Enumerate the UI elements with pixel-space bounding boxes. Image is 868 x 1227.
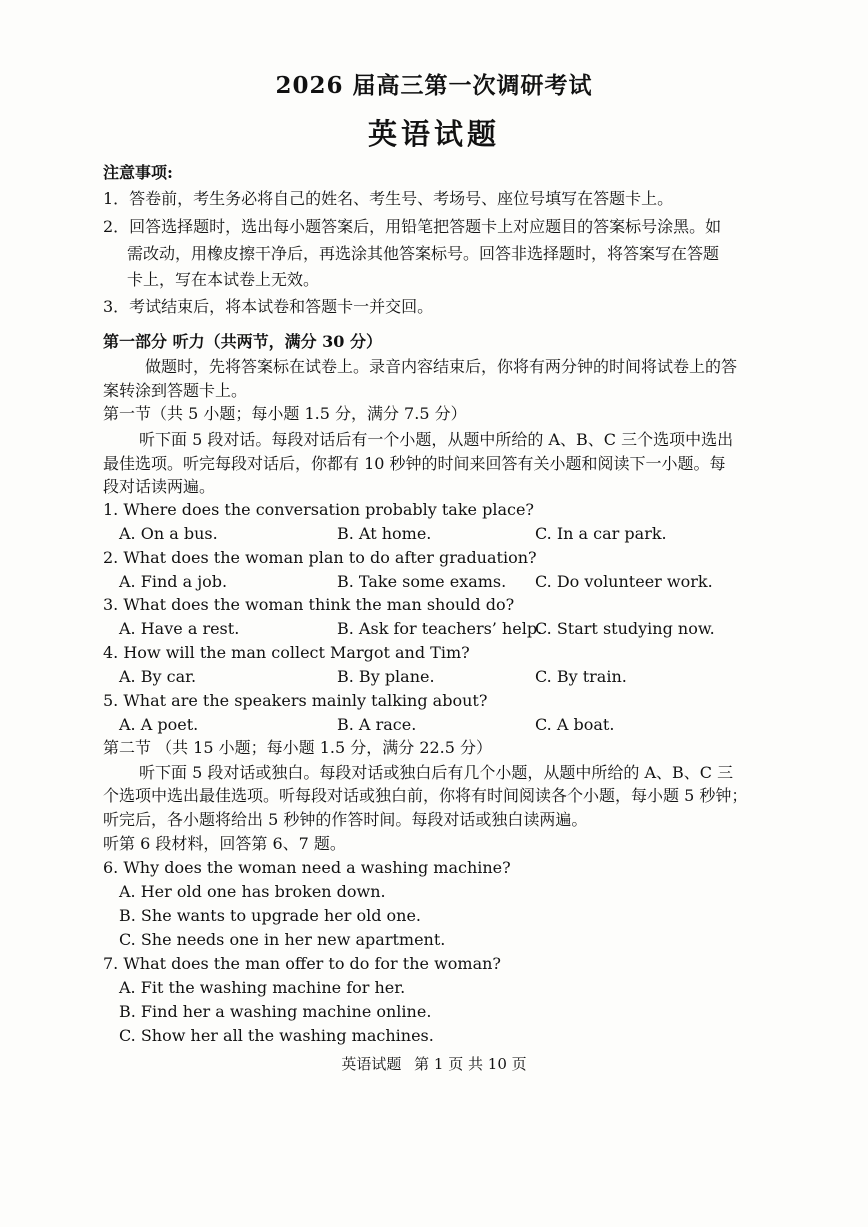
exam-subtitle: 英语试题 bbox=[367, 117, 500, 151]
section1-intro-line-1: 听下面 5 段对话。每段对话后有一个小题，从题中所给的 A、B、C 三个选项中选出 bbox=[139, 430, 734, 449]
footer-subject: 英语试题 bbox=[341, 1055, 402, 1073]
question-5-option-a: A. A poet. bbox=[119, 715, 199, 734]
question-3-option-b: B. Ask for teachers’ help. bbox=[337, 619, 543, 638]
part1-heading: 第一部分 听力（共两节，满分 30 分） bbox=[103, 332, 382, 351]
note-2-line-3: 卡上，写在本试卷上无效。 bbox=[127, 270, 320, 289]
question-3-stem: 3. What does the woman think the man should do? bbox=[103, 595, 515, 614]
question-3-option-c: C. Start studying now. bbox=[535, 619, 715, 638]
note-3: 3．考试结束后，将本试卷和答题卡一并交回。 bbox=[103, 297, 434, 316]
question-6-option-a: A. Her old one has broken down. bbox=[119, 882, 386, 901]
question-2-option-c: C. Do volunteer work. bbox=[535, 572, 713, 591]
section1-heading: 第一节（共 5 小题；每小题 1.5 分，满分 7.5 分） bbox=[103, 404, 467, 423]
page-footer bbox=[0, 1054, 868, 1074]
question-2-option-a: A. Find a job. bbox=[119, 572, 228, 591]
question-5-stem: 5. What are the speakers mainly talking about? bbox=[103, 691, 488, 710]
note-1: 1．答卷前，考生务必将自己的姓名、考生号、考场号、座位号填写在答题卡上。 bbox=[103, 189, 674, 208]
section2-heading: 第二节 （共 15 小题；每小题 1.5 分，满分 22.5 分） bbox=[103, 738, 493, 757]
question-1-option-c: C. In a car park. bbox=[535, 524, 667, 543]
question-4-option-b: B. By plane. bbox=[337, 667, 435, 686]
question-5-option-b: B. A race. bbox=[337, 715, 417, 734]
question-7-stem: 7. What does the man offer to do for the woman? bbox=[103, 954, 501, 973]
question-1-option-a: A. On a bus. bbox=[119, 524, 218, 543]
question-2-option-b: B. Take some exams. bbox=[337, 572, 507, 591]
section2-intro-line-3: 听完后，各小题将给出 5 秒钟的作答时间。每段对话或独白读两遍。 bbox=[103, 810, 588, 829]
notes-heading: 注意事项: bbox=[103, 163, 173, 182]
section2-intro-line-1: 听下面 5 段对话或独白。每段对话或独白后有几个小题，从题中所给的 A、B、C 三 bbox=[139, 763, 734, 782]
question-3-option-a: A. Have a rest. bbox=[119, 619, 240, 638]
question-5-option-c: C. A boat. bbox=[535, 715, 615, 734]
question-7-option-c: C. Show her all the washing machines. bbox=[119, 1026, 434, 1045]
footer-page-number: 第 1 页 共 10 页 bbox=[414, 1055, 527, 1073]
section1-intro-line-3: 段对话读两遍。 bbox=[103, 477, 216, 496]
exam-title: 2026 届高三第一次调研考试 bbox=[275, 72, 593, 99]
note-2-line-1: 2．回答选择题时，选出每小题答案后，用铅笔把答题卡上对应题目的答案标号涂黑。如 bbox=[103, 217, 722, 236]
question-1-stem: 1. Where does the conversation probably take place? bbox=[103, 500, 534, 519]
note-2-line-2: 需改动，用橡皮擦干净后，再选涂其他答案标号。回答非选择题时，将答案写在答题 bbox=[127, 244, 720, 263]
part1-intro-line-1: 做题时，先将答案标在试卷上。录音内容结束后，你将有两分钟的时间将试卷上的答 bbox=[145, 357, 738, 376]
section2-intro-line-2: 个选项中选出最佳选项。听每段对话或独白前，你将有时间阅读各个小题，每小题 5 秒钟； bbox=[103, 786, 748, 805]
question-4-option-a: A. By car. bbox=[119, 667, 197, 686]
question-7-option-a: A. Fit the washing machine for her. bbox=[119, 978, 406, 997]
question-4-stem: 4. How will the man collect Margot and Tim? bbox=[103, 643, 470, 662]
question-6-option-b: B. She wants to upgrade her old one. bbox=[119, 906, 422, 925]
question-4-option-c: C. By train. bbox=[535, 667, 627, 686]
part1-intro-line-2: 案转涂到答题卡上。 bbox=[103, 381, 248, 400]
question-6-stem: 6. Why does the woman need a washing machine? bbox=[103, 858, 511, 877]
question-7-option-b: B. Find her a washing machine online. bbox=[119, 1002, 432, 1021]
question-6-option-c: C. She needs one in her new apartment. bbox=[119, 930, 446, 949]
section1-intro-line-2: 最佳选项。听完每段对话后，你都有 10 秒钟的时间来回答有关小题和阅读下一小题。每 bbox=[103, 454, 726, 473]
question-1-option-b: B. At home. bbox=[337, 524, 432, 543]
section2-material-6: 听第 6 段材料，回答第 6、7 题。 bbox=[103, 834, 346, 853]
question-2-stem: 2. What does the woman plan to do after graduation? bbox=[103, 548, 537, 567]
